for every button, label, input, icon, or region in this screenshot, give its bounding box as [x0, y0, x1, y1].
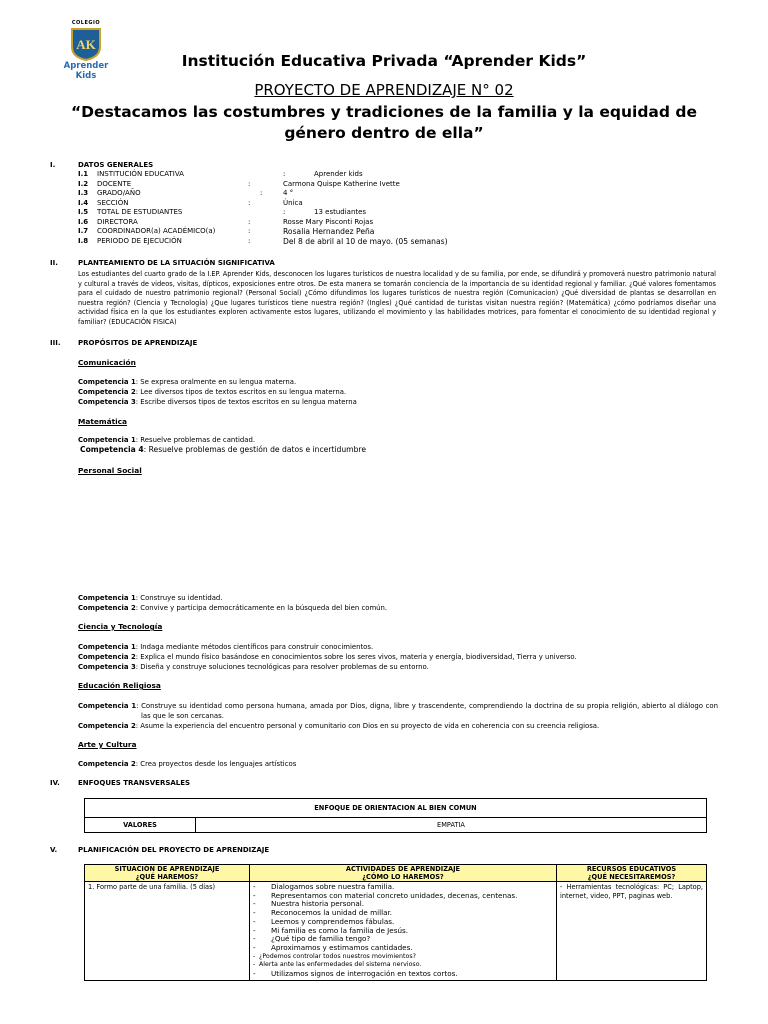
competencia-text: : Indaga mediante métodos científicos para construir conocimientos. [135, 643, 374, 651]
datos-label: GRADO/AÑO [97, 189, 141, 197]
valores-label: VALORES [85, 818, 196, 833]
competencia-text: : Explica el mundo físico basándose en conocimientos sobre los seres vivos, materia y energía, biodiversidad, Tierra y universo. [135, 653, 577, 661]
competencia-label: Competencia 2 [78, 388, 136, 396]
institution-title: Institución Educativa Privada “Aprender Kids” [181, 52, 587, 70]
header-situacion: SITUACIÓN DE APRENDIZAJE ¿QUÉ HAREMOS? [85, 865, 250, 882]
actividad-item: - Reconocemos la unidad de millar. [253, 908, 393, 918]
logo-mark: AK [76, 37, 96, 52]
competencia-item [78, 593, 718, 603]
area-ciencia: Ciencia y Tecnología [78, 622, 163, 631]
matematica-list [78, 435, 718, 455]
datos-row [78, 189, 718, 199]
competencia-item [78, 445, 718, 455]
datos-label: COORDINADOR(a) ACADÉMICO(a) [97, 227, 216, 235]
competencia-label: Competencia 2 [78, 604, 136, 612]
datos-separator: : [248, 217, 251, 226]
competencia-item [78, 721, 718, 731]
datos-separator: : [260, 189, 263, 197]
logo-top-text: COLEGIO [71, 20, 101, 26]
datos-number: I.6 [78, 217, 89, 226]
logo-name-1: Aprender [63, 61, 109, 71]
enfoques-table [84, 798, 707, 833]
datos-row [78, 237, 718, 247]
datos-number: I.8 [78, 236, 89, 245]
datos-separator: : [248, 198, 251, 207]
recursos-cell: - Herramientas tecnológicas: PC; Laptop, internet, video, PPT, paginas web. [557, 882, 707, 981]
datos-number: I.4 [78, 198, 89, 207]
datos-number: I.1 [78, 170, 89, 178]
section-1-title: DATOS GENERALES [78, 161, 154, 169]
datos-number: I.3 [78, 189, 89, 197]
competencia-text: : Construye su identidad. [135, 594, 223, 602]
competencia-item [78, 435, 718, 445]
actividad-item: - Mi familia es como la familia de Jesús. [253, 925, 409, 935]
section-5-number: V. [50, 846, 58, 854]
logo-name-2: Kids [75, 71, 97, 81]
datos-separator: : [283, 208, 286, 216]
datos-row [78, 170, 718, 180]
section-3-number: III. [50, 339, 61, 347]
actividad-item: - ¿Qué tipo de familia tengo? [253, 934, 371, 944]
datos-value: Rosalia Hernandez Peña [283, 227, 375, 236]
datos-value: Única [283, 198, 303, 207]
ciencia-list [78, 642, 718, 672]
datos-row [78, 180, 718, 190]
actividad-item: - Dialogamos sobre nuestra familia. [253, 882, 395, 891]
datos-separator: : [283, 170, 286, 178]
datos-separator: : [248, 236, 251, 245]
competencia-label: Competencia 3 [78, 663, 136, 671]
section-2-number: II. [50, 259, 58, 267]
competencia-item [78, 662, 718, 672]
datos-value: Carmona Quispe Katherine Ivette [283, 179, 400, 188]
header-recursos: RECURSOS EDUCATIVOS ¿QUÉ NECESITAREMOS? [557, 865, 707, 882]
competencia-label: Competencia 2 [78, 722, 136, 730]
datos-label: TOTAL DE ESTUDIANTES [97, 208, 183, 216]
datos-label: SECCIÓN [97, 198, 129, 207]
datos-separator: : [248, 179, 251, 188]
competencia-item [78, 387, 718, 397]
competencia-text: : Convive y participa democráticamente en la búsqueda del bien común. [135, 604, 388, 612]
school-logo [60, 20, 112, 81]
section-1-number: I. [50, 161, 56, 169]
project-title: PROYECTO DE APRENDIZAJE N° 02 [254, 81, 514, 99]
competencia-text: : Resuelve problemas de gestión de datos e incertidumbre [143, 445, 367, 454]
competencia-item [78, 759, 718, 769]
datos-number: I.5 [78, 208, 89, 216]
valor-cell: EMPATIA [196, 818, 707, 833]
datos-row [78, 218, 718, 228]
competencia-item [78, 642, 718, 652]
competencia-label: Competencia 1 [78, 378, 136, 386]
competencia-label: Competencia 1 [78, 594, 136, 602]
competencia-label: Competencia 1 [78, 436, 136, 444]
competencia-text: : Diseña y construye soluciones tecnológicas para resolver problemas de su entorno. [135, 663, 429, 671]
competencia-label: Competencia 1 [78, 643, 136, 651]
datos-separator: : [248, 227, 251, 235]
arte-list [78, 759, 718, 769]
actividad-item: - Aproximamos y estimamos cantidades. [253, 942, 413, 952]
competencia-item [78, 652, 718, 662]
competencia-text: : Lee diversos tipos de textos escritos en su lengua materna. [135, 388, 347, 396]
competencia-item [78, 397, 718, 407]
datos-value: 13 estudiantes [314, 208, 367, 216]
competencia-text: : Escribe diversos tipos de textos escritos en su lengua materna [135, 398, 357, 406]
competencia-label: Competencia 1 [78, 702, 137, 710]
competencia-item [78, 603, 718, 613]
section-2-title: PLANTEAMIENTO DE LA SITUACIÓN SIGNIFICATIVA [78, 259, 275, 267]
datos-label: INSTITUCIÓN EDUCATIVA [97, 170, 184, 178]
area-personal-social: Personal Social [78, 466, 142, 475]
area-arte: Arte y Cultura [78, 740, 137, 749]
datos-generales [78, 170, 718, 246]
competencia-text: : Resuelve problemas de cantidad. [135, 436, 256, 444]
section-4-title: ENFOQUES TRANSVERSALES [78, 779, 191, 787]
datos-label: DOCENTE [97, 179, 132, 188]
competencia-label: Competencia 2 [78, 760, 136, 768]
situacion-cell: 1. Formo parte de una familia. (5 días) [85, 882, 250, 981]
competencia-item [78, 701, 718, 721]
datos-row [78, 199, 718, 209]
actividad-item: - Nuestra historia personal. [253, 899, 365, 909]
actividad-item: - Alerta ante las enfermedades del sistema nervioso. [253, 961, 422, 969]
situacion-significativa: Los estudiantes del cuarto grado de la I.EP. Aprender Kids, desconocen los lugares turísticos de nuestra localidad y de su familia, por ende, se difundirá y promoverá nuestro patrimonio natural y cultural a través de videos, visitas, dípticos, exposiciones entre otros. De esta manera se tomarán conciencia de la importancia de su identidad regional y familiar. ¿Qué valores fomentamos para el cuidado de nuestro patrimonio regional? (Personal Social) ¿Cómo difundimos los lugares turísticos de nuestra región (Comunicacion) ¿Qué diversidad de plantas se desarrollan en nuestra región? (Ciencia y Tecnología) ¿Que lugares turísticos tiene nuestra región? (Ingles) ¿Qué cantidad de turistas visitan nuestra región? (Matemática) ¿cómo podríamos diseñar una actividad física en la que los estudiantes exploren activamente estos lugares, utilizando el movimiento y las habilidades motrices, para fomentar el conocimiento de su identidad regional y familiar? (EDUCACIÓN FISICA) [78, 270, 716, 326]
planificacion-table [84, 864, 707, 981]
datos-row [78, 227, 718, 237]
datos-value: Rosse Mary Pisconti Rojas [283, 217, 374, 226]
actividad-item: - Leemos y comprendemos fábulas. [253, 916, 395, 926]
datos-value: Aprender kids [314, 170, 363, 178]
datos-label: PERIODO DE EJECUCIÓN [97, 236, 182, 245]
section-5-title: PLANIFICACIÓN DEL PROYECTO DE APRENDIZAJE [78, 846, 270, 854]
area-matematica: Matemática [78, 417, 128, 426]
competencia-label: Competencia 4 [80, 445, 144, 454]
area-comunicacion: Comunicación [78, 358, 136, 367]
actividades-cell [250, 882, 557, 981]
comunicacion-list [78, 377, 718, 407]
actividad-item: - Representamos con material concreto unidades, decenas, centenas. [253, 890, 518, 900]
competencia-text: : Se expresa oralmente en su lengua materna. [135, 378, 297, 386]
header-actividades: ACTIVIDADES DE APRENDIZAJE ¿CÓMO LO HAREMOS? [250, 865, 557, 882]
competencia-item [78, 377, 718, 387]
competencia-label: Competencia 2 [78, 653, 136, 661]
datos-label: DIRECTORA [97, 217, 138, 226]
area-religiosa: Educación Religiosa [78, 681, 161, 690]
datos-number: I.7 [78, 227, 89, 235]
actividad-item: - Utilizamos signos de interrogación en textos cortos. [253, 969, 458, 979]
competencia-text: : Construye su identidad como persona humana, amada por Dios, digna, libre y trascendente, comprendiendo la doctrina de su propia religión, abierto al diálogo con las que le son cercanas. [136, 702, 718, 720]
competencia-label: Competencia 3 [78, 398, 136, 406]
actividad-item: - ¿Podemos controlar todos nuestros movimientos? [253, 952, 416, 960]
section-3-title: PROPÓSITOS DE APRENDIZAJE [78, 339, 198, 347]
datos-row [78, 208, 718, 218]
competencia-text: : Asume la experiencia del encuentro personal y comunitario con Dios en su proyecto de vida en coherencia con su creencia religiosa. [135, 722, 600, 730]
datos-number: I.2 [78, 179, 89, 188]
datos-value: 4 ° [283, 189, 294, 197]
enfoque-header: ENFOQUE DE ORIENTACION AL BIEN COMUN [85, 799, 707, 818]
datos-value: Del 8 de abril al 10 de mayo. (05 semanas) [283, 236, 448, 246]
competencia-text: : Crea proyectos desde los lenguajes artísticos [135, 760, 297, 768]
personal-list [78, 593, 718, 613]
project-subtitle: “Destacamos las costumbres y tradiciones de la familia y la equidad de género dentro de ella” [71, 103, 697, 142]
section-4-number: IV. [50, 779, 60, 787]
religiosa-list [78, 701, 718, 731]
